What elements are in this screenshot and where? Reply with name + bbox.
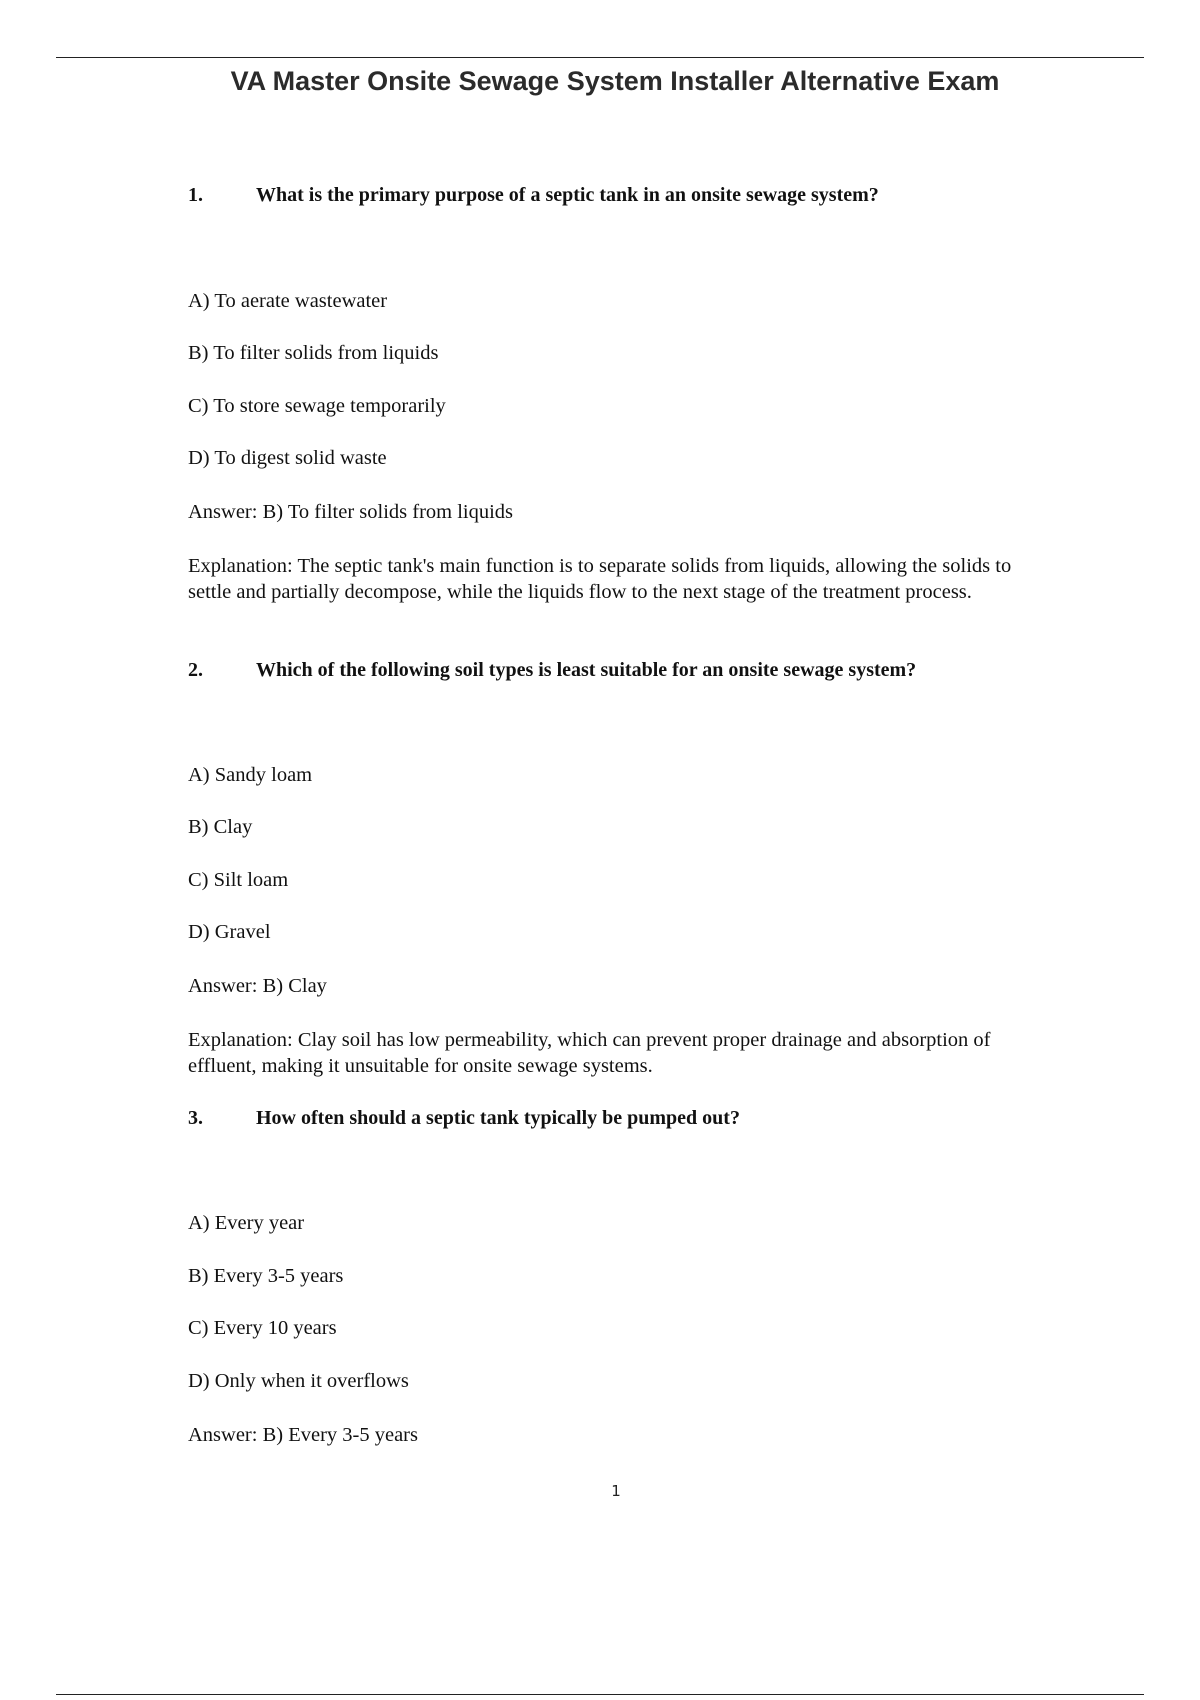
question-1 xyxy=(188,184,879,207)
question-1-explanation: Explanation: The septic tank's main function is to separate solids from liquids, allowing the solids to settle and partially decompose, while the liquids flow to the next stage of the treatment process. xyxy=(188,555,1012,603)
question-2-answer: Answer: B) Clay xyxy=(188,975,327,997)
question-2-text: Which of the following soil types is least suitable for an onsite sewage system? xyxy=(256,659,917,681)
question-2-explanation: Explanation: Clay soil has low permeability, which can prevent proper drainage and absorption of effluent, making it unsuitable for onsite sewage systems. xyxy=(188,1029,991,1077)
question-2-number: 2. xyxy=(188,659,203,681)
question-3-option-d: D) Only when it overflows xyxy=(188,1370,409,1392)
question-2-option-c: C) Silt loam xyxy=(188,869,289,891)
question-3-option-a: A) Every year xyxy=(188,1212,305,1234)
question-3-number: 3. xyxy=(188,1107,203,1129)
question-1-option-a: A) To aerate wastewater xyxy=(188,290,388,312)
question-2-option-a: A) Sandy loam xyxy=(188,764,313,786)
question-3-answer: Answer: B) Every 3-5 years xyxy=(188,1424,418,1446)
question-2-option-b: B) Clay xyxy=(188,816,253,838)
question-1-text: What is the primary purpose of a septic tank in an onsite sewage system? xyxy=(256,184,879,206)
question-1-option-d: D) To digest solid waste xyxy=(188,447,387,469)
question-3-text: How often should a septic tank typically be pumped out? xyxy=(256,1107,740,1129)
question-2-option-d: D) Gravel xyxy=(188,921,271,943)
question-2 xyxy=(188,659,916,682)
question-3 xyxy=(188,1107,740,1130)
top-rule xyxy=(56,57,1144,58)
bottom-rule xyxy=(56,1694,1144,1695)
document-title: VA Master Onsite Sewage System Installer Alternative Exam xyxy=(230,66,1000,96)
question-3-option-b: B) Every 3-5 years xyxy=(188,1265,344,1287)
question-1-option-b: B) To filter solids from liquids xyxy=(188,342,439,364)
question-3-option-c: C) Every 10 years xyxy=(188,1317,337,1339)
question-1-number: 1. xyxy=(188,184,203,206)
question-1-answer: Answer: B) To filter solids from liquids xyxy=(188,501,514,523)
page-number: 1 xyxy=(611,1482,621,1500)
question-1-option-c: C) To store sewage temporarily xyxy=(188,395,446,417)
